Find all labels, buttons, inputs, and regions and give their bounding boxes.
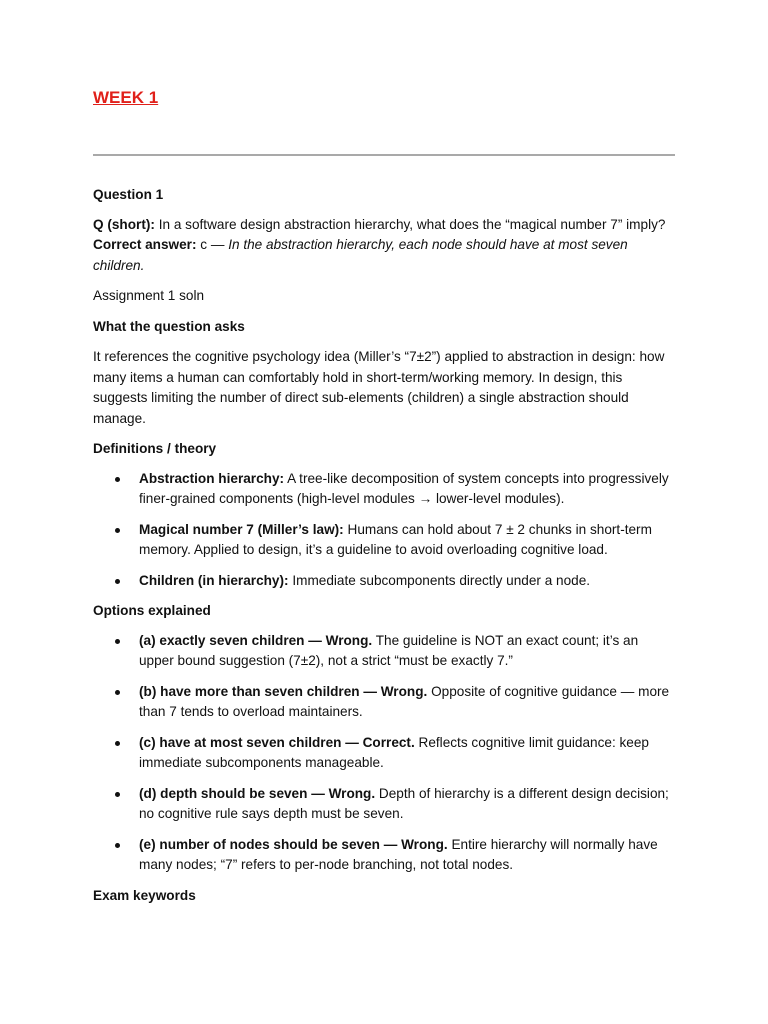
- horizontal-divider: [93, 154, 675, 156]
- option-text: Reflects cognitive limit guidance: keep immediate subcomponents manageable.: [139, 734, 649, 770]
- options-list: [93, 631, 675, 876]
- question-text: In a software design abstraction hierarchy, what does the “magical number 7” imply?: [158, 216, 666, 232]
- option-term: (c) have at most seven children — Correct.: [139, 734, 415, 750]
- week-title: WEEK 1: [93, 88, 159, 107]
- section-heading-keywords: Exam keywords: [93, 887, 196, 903]
- question-label: Q (short):: [93, 216, 155, 232]
- option-term: (e) number of nodes should be seven — Wrong.: [139, 836, 448, 852]
- list-item: [93, 520, 675, 561]
- list-item: [93, 784, 675, 825]
- bullet-icon: [115, 528, 120, 533]
- definition-term: Magical number 7 (Miller’s law):: [139, 521, 344, 537]
- answer-paragraph: [93, 235, 675, 276]
- option-term: (d) depth should be seven — Wrong.: [139, 785, 376, 801]
- answer-text: In the abstraction hierarchy, each node should have at most seven children.: [93, 237, 628, 273]
- answer-label: Correct answer:: [93, 237, 197, 252]
- option-text: Entire hierarchy will normally have many nodes; “7” refers to per-node branching, not total nodes.: [139, 836, 658, 872]
- definition-text: A tree-like decomposition of system concepts into progressively finer-grained components (high-level modules → lower-level modules).: [139, 470, 669, 506]
- section-heading-asks: What the question asks: [93, 318, 245, 334]
- bullet-icon: [115, 579, 120, 584]
- list-item: [93, 469, 675, 510]
- bullet-icon: [115, 477, 120, 482]
- document-body: [93, 185, 675, 906]
- list-item: [93, 835, 675, 876]
- list-item: [93, 682, 675, 723]
- assignment-label: Assignment 1 soln: [93, 288, 205, 303]
- option-term: (b) have more than seven children — Wrong.: [139, 683, 428, 699]
- answer-letter: c —: [200, 237, 225, 252]
- definition-term: Children (in hierarchy):: [139, 572, 289, 588]
- bullet-icon: [115, 792, 120, 797]
- option-text: The guideline is NOT an exact count; it’s an upper bound suggestion (7±2), not a strict “must be exactly 7.”: [139, 632, 639, 668]
- question-heading: Question 1: [93, 187, 164, 202]
- option-text: Depth of hierarchy is a different design decision; no cognitive rule says depth must be seven.: [139, 785, 669, 821]
- bullet-icon: [115, 639, 120, 644]
- list-item: [93, 571, 675, 592]
- list-item: [93, 631, 675, 672]
- bullet-icon: [115, 741, 120, 746]
- bullet-icon: [115, 843, 120, 848]
- option-text: Opposite of cognitive guidance — more than 7 tends to overload maintainers.: [139, 683, 670, 719]
- definition-term: Abstraction hierarchy:: [139, 470, 285, 486]
- list-item: [93, 733, 675, 774]
- definitions-list: [93, 469, 675, 592]
- section-text-asks: It references the cognitive psychology idea (Miller’s “7±2”) applied to abstraction in design: how many items a human can comfortably hold in short-term/working memory. In design, this suggests limiting the number of direct sub-elements (children) a single abstraction should manage.: [93, 349, 665, 426]
- bullet-icon: [115, 690, 120, 695]
- definition-text: Humans can hold about 7 ± 2 chunks in short-term memory. Applied to design, it’s a guideline to avoid overloading cognitive load.: [139, 521, 652, 557]
- definition-text: Immediate subcomponents directly under a node.: [292, 572, 591, 588]
- question-paragraph: [93, 215, 675, 236]
- section-heading-definitions: Definitions / theory: [93, 441, 217, 456]
- option-term: (a) exactly seven children — Wrong.: [139, 632, 373, 648]
- section-heading-options: Options explained: [93, 603, 211, 618]
